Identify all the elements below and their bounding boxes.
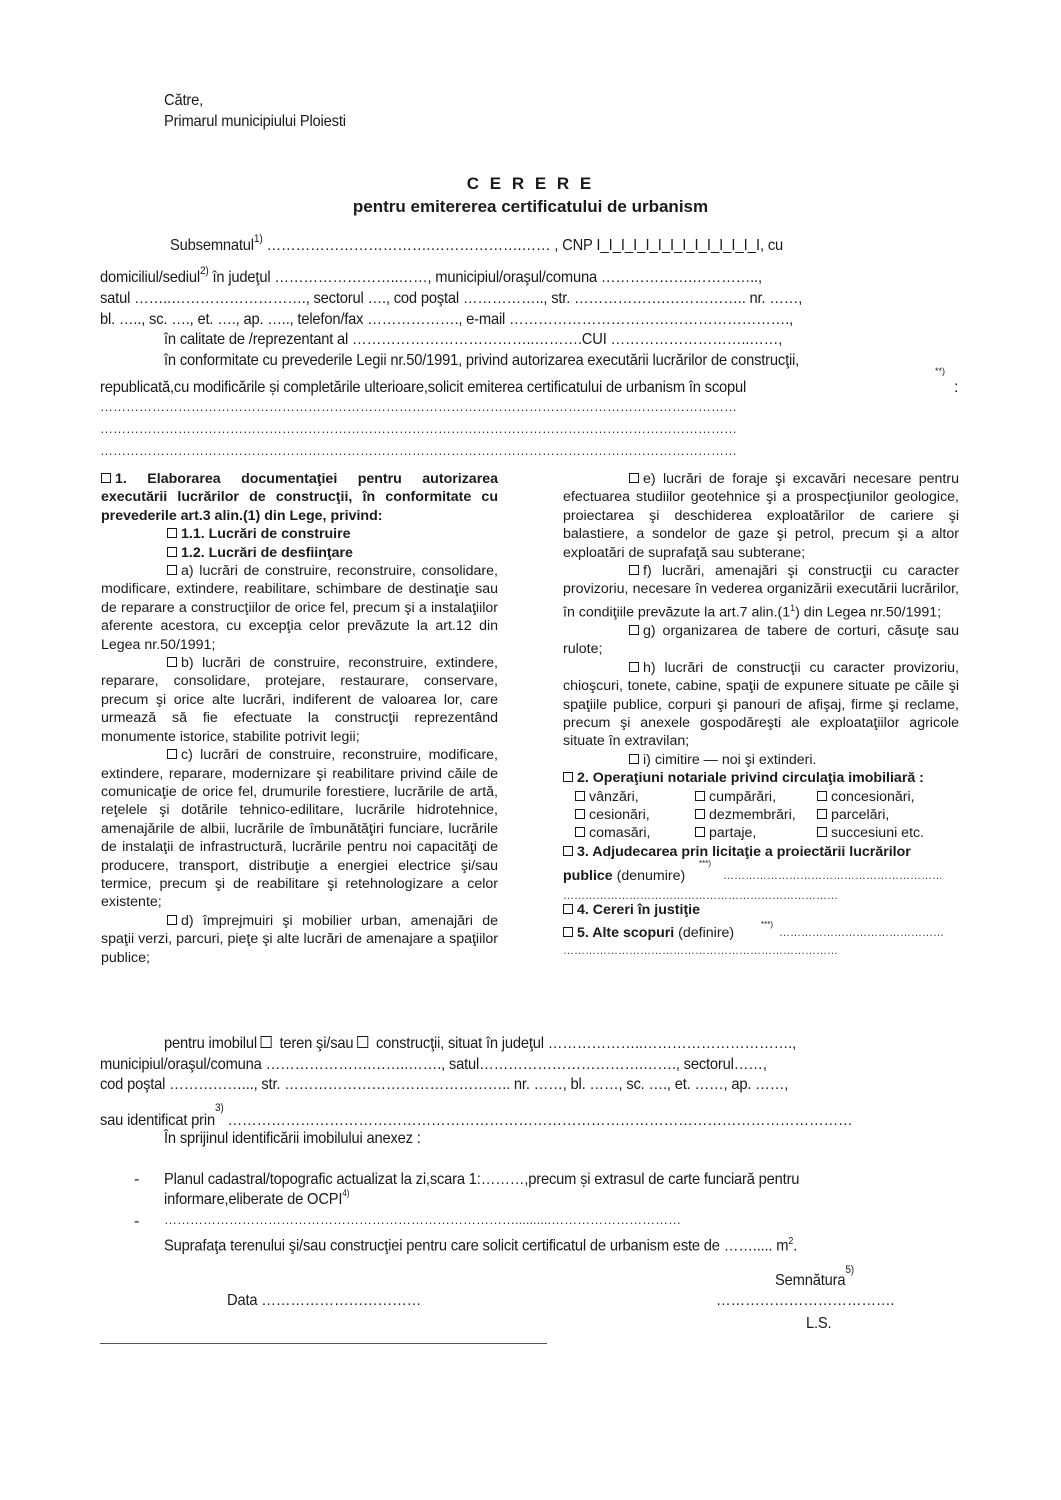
- date-field[interactable]: Data ……………………………: [227, 1292, 422, 1309]
- item-a-checkbox[interactable]: [167, 565, 177, 575]
- item-g: g) organizarea de tabere de corturi, căsuţe sau rulote;: [563, 622, 959, 658]
- calitate-line[interactable]: în calitate de /reprezentant al ………………………………..……….CUI ………………………..……,: [164, 331, 783, 348]
- scopul-colon: :: [954, 379, 959, 396]
- property-line-4: sau identificat prin$^{3)}$ …………………………………………………………………………………………………………………: [100, 1102, 853, 1129]
- signature-label: Semnătura$^{5)}$: [775, 1264, 854, 1289]
- section-1-1-checkbox[interactable]: [167, 528, 177, 538]
- option-parcelari[interactable]: parcelări,: [817, 806, 967, 824]
- alte-scopuri-field-2[interactable]: …………………………………………………………………: [563, 944, 838, 956]
- domiciliu-label: domiciliul/sediul: [100, 269, 200, 286]
- annex-item-1-line2: informare,eliberate de OCPI$^{4)}$: [164, 1188, 350, 1208]
- section-5-checkbox[interactable]: [563, 927, 573, 937]
- identificat-field[interactable]: …………………………………………………………………………………………………………………: [223, 1112, 853, 1129]
- option-dezmembrari[interactable]: dezmembrări,: [695, 806, 817, 824]
- footnote-ref-3: 3): [214, 1102, 224, 1114]
- section-1-2: 1.2. Lucrări de desfiinţare: [101, 544, 498, 562]
- item-h-checkbox[interactable]: [629, 662, 639, 672]
- constructii-checkbox[interactable]: [357, 1036, 368, 1048]
- subsemnatul-label: Subsemnatul: [170, 237, 254, 254]
- denumire-field[interactable]: ……………………………………………………: [723, 870, 943, 883]
- item-e-checkbox[interactable]: [629, 473, 639, 483]
- cnp-field[interactable]: I_I_I_I_I_I_I_I_I_I_I_I_I_I: [596, 237, 761, 254]
- republicata-line: republicată,cu modificările și completările ulterioare,solicit emiterea certificatului de urbanism în scopul: [100, 379, 747, 396]
- section-1: 1. Elaborarea documentaţiei pentru autorizarea executării lucrărilor de construcţii, în conformitate cu prevederile art.3 alin.(1) din Lege, privind:: [101, 471, 498, 524]
- item-c: c) lucrări de construire, reconstruire, modificare, extindere, reparare, modernizare şi reabilitare privind căile de comunicaţie de orice fel, drumurile forestiere, lucrările de artă, reţelele şi dotările tehnico-edilitare, lucrările hidrotehnice, amenajările de albii, lucrările de îmbunătăţiri funciare, lucrările de instalaţii de infrastructură, lucrările pentru noi capacităţi de producere, transport, distribuţie a energiei electrice şi/sau termice, precum şi de reabilitare şi retehnologizare a celor existente;: [101, 747, 498, 911]
- notarial-options: [563, 788, 959, 843]
- item-i-checkbox[interactable]: [629, 754, 639, 764]
- addressee-line1: Către,: [164, 92, 203, 109]
- property-line-5: În sprijinul identificării imobilului anexez :: [164, 1130, 421, 1147]
- footnote-ref-2: 2): [199, 265, 209, 277]
- item-d-checkbox[interactable]: [167, 915, 177, 925]
- right-column: [563, 470, 959, 956]
- item-d: d) împrejmuiri şi mobilier urban, amenajări de spaţii verzi, parcuri, pieţe şi alte lucrări de amenajare a spaţiilor publice;: [101, 912, 498, 966]
- address-line-satul[interactable]: satul ……..………………………., sectorul …., cod poştal …………….., str. ……………….…………….. nr. ……,: [100, 290, 803, 307]
- option-comasari[interactable]: comasări,: [575, 824, 695, 842]
- section-5: ***) 5. Alte scopuri (definire) ………………………………………: [563, 920, 959, 942]
- purpose-line-3[interactable]: …………………………………………………………………………………………………………………………………: [100, 443, 737, 458]
- option-cesionari[interactable]: cesionări,: [575, 806, 695, 824]
- item-f-checkbox[interactable]: [629, 565, 639, 575]
- annex-dash-2: -: [134, 1213, 140, 1230]
- teren-checkbox[interactable]: [261, 1036, 272, 1048]
- footnote-ref-1: 1): [253, 233, 263, 245]
- property-line-2[interactable]: municipiul/oraşul/comuna ………………….……..……., satul…………………………….……., sectorul……,: [100, 1056, 767, 1073]
- applicant-name-line: [170, 233, 784, 256]
- footnote-ref-triple: ***): [699, 859, 712, 869]
- section-1-2-checkbox[interactable]: [167, 547, 177, 557]
- annex-item-2-field[interactable]: ………………………………………………………………………..........…………………………: [164, 1212, 682, 1227]
- alte-scopuri-field[interactable]: ………………………………………: [779, 926, 944, 939]
- item-b: b) lucrări de construire, reconstruire, extindere, reparare, consolidare, protejare, restaurare, conservare, precum şi orice alte lucrări, indiferent de valoarea lor, care urmează să fie efectuate la construcţii reprezentând monumente istorice, stabilite potrivit legii;: [101, 655, 498, 745]
- denumire-field-2[interactable]: …………………………………………………………………: [563, 890, 838, 902]
- left-column: [101, 470, 498, 967]
- item-c-checkbox[interactable]: [167, 749, 177, 759]
- footnote-ref-double: **): [935, 366, 946, 376]
- option-vanzari[interactable]: vânzări,: [575, 788, 695, 806]
- item-b-checkbox[interactable]: [167, 657, 177, 667]
- item-h: h) lucrări de construcţii cu caracter provizoriu, chioşcuri, tonete, cabine, spaţii de expunere situate pe căile şi spaţiile publice, corpuri şi panouri de afişaj, firme şi reclame, precum şi anexele gospodăreşti ale exploataţiilor agricole situate în extravilan;: [563, 659, 959, 750]
- footnote-ref-4: 4): [342, 1188, 350, 1198]
- section-1-1: 1.1. Lucrări de construire: [101, 525, 498, 543]
- domiciliu-fields[interactable]: în judeţul ……………………..……, municipiul/oraşul/comuna ……………….…………..,: [208, 269, 762, 286]
- property-line-1: pentru imobilul teren şi/sau construcţii, situat în judeţul ………………..………………………….,: [164, 1035, 796, 1052]
- domiciliu-line: [100, 265, 762, 288]
- section-2-checkbox[interactable]: [563, 772, 573, 782]
- section-3-denumire: ***) publice (denumire) ……………………………………………………: [563, 861, 959, 887]
- purpose-line-1[interactable]: …………………………………………………………………………………………………………………………………: [100, 399, 737, 414]
- item-g-checkbox[interactable]: [629, 625, 639, 635]
- document-subtitle: pentru emitererea certificatului de urbanism: [352, 197, 709, 216]
- section-2: 2. Operaţiuni notariale privind circulaţia imobiliară :: [563, 769, 959, 787]
- annex-item-1-line1: Planul cadastral/topografic actualizat la zi,scara 1:………,precum și extrasul de carte funciară pentru: [164, 1171, 800, 1188]
- purpose-line-2[interactable]: …………………………………………………………………………………………………………………………………: [100, 421, 737, 436]
- footnote-ref-5: 5): [845, 1264, 854, 1276]
- name-field[interactable]: …………………………….……………….…… , CNP: [266, 237, 593, 254]
- section-3-checkbox[interactable]: [563, 846, 573, 856]
- section-3: 3. Adjudecarea prin licitaţie a proiectării lucrărilor: [563, 843, 959, 861]
- document-title: C E R E R E: [466, 174, 595, 193]
- option-partaje[interactable]: partaje,: [695, 824, 817, 842]
- signature-field[interactable]: ……………………………….: [716, 1292, 895, 1309]
- item-e: e) lucrări de foraje şi excavări necesare pentru efectuarea studiilor geotehnice şi a prospecţiunilor geologice, proiectarea şi deschiderea exploatărilor de cariere şi balastiere, a sondelor de gaze şi petrol, precum şi a altor exploatări de suprafaţă sau subterane;: [563, 471, 959, 561]
- item-f: f) lucrări, amenajări şi construcţii cu caracter provizoriu, necesare în vederea organizării executării lucrărilor, în condiţiile prevăzute la art.7 $alin.(1^1)$ din Legea nr.50/1991;: [563, 563, 959, 621]
- section-4-checkbox[interactable]: [563, 904, 573, 914]
- item-i: i) cimitire — noi şi extinderi.: [563, 751, 959, 769]
- option-concesionari[interactable]: concesionări,: [817, 788, 967, 806]
- section-1-checkbox[interactable]: [101, 473, 111, 483]
- surface-line: Suprafaţa terenului şi/sau construcţiei pentru care solicit certificatul de urbanism este de ……..... $m^2$.: [164, 1236, 798, 1255]
- conformitate-line: în conformitate cu prevederile Legii nr.50/1991, privind autorizarea executării lucrărilor de construcţii,: [164, 352, 800, 369]
- property-line-3[interactable]: cod poştal ……………..., str. ……………………………………….. nr. ……, bl. ……, sc. …., et. ……, ap. ……,: [100, 1076, 789, 1093]
- addressee-line2: Primarul municipiului Ploiesti: [164, 113, 346, 130]
- address-line-bl[interactable]: bl. ….., sc. …., et. …., ap. ….., telefon/fax ………………., e-mail ………………………………………………….,: [100, 311, 794, 328]
- cnp-suffix: , cu: [760, 237, 784, 254]
- footnote-separator: [100, 1343, 547, 1344]
- item-a: a) lucrări de construire, reconstruire, consolidare, modificare, extindere, reabilitare, schimbare de destinaţie sau de reparare a construcţiilor de orice fel, precum şi a instalaţiilor aferente acestora, cu excepţia celor prevăzute la art.12 din Legea nr.50/1991;: [101, 563, 498, 653]
- option-succesiuni[interactable]: succesiuni etc.: [817, 824, 967, 842]
- ls-label: L.S.: [806, 1315, 832, 1332]
- section-4: 4. Cereri în justiţie: [563, 901, 959, 919]
- annex-dash-1: -: [134, 1171, 140, 1188]
- option-cumparari[interactable]: cumpărări,: [695, 788, 817, 806]
